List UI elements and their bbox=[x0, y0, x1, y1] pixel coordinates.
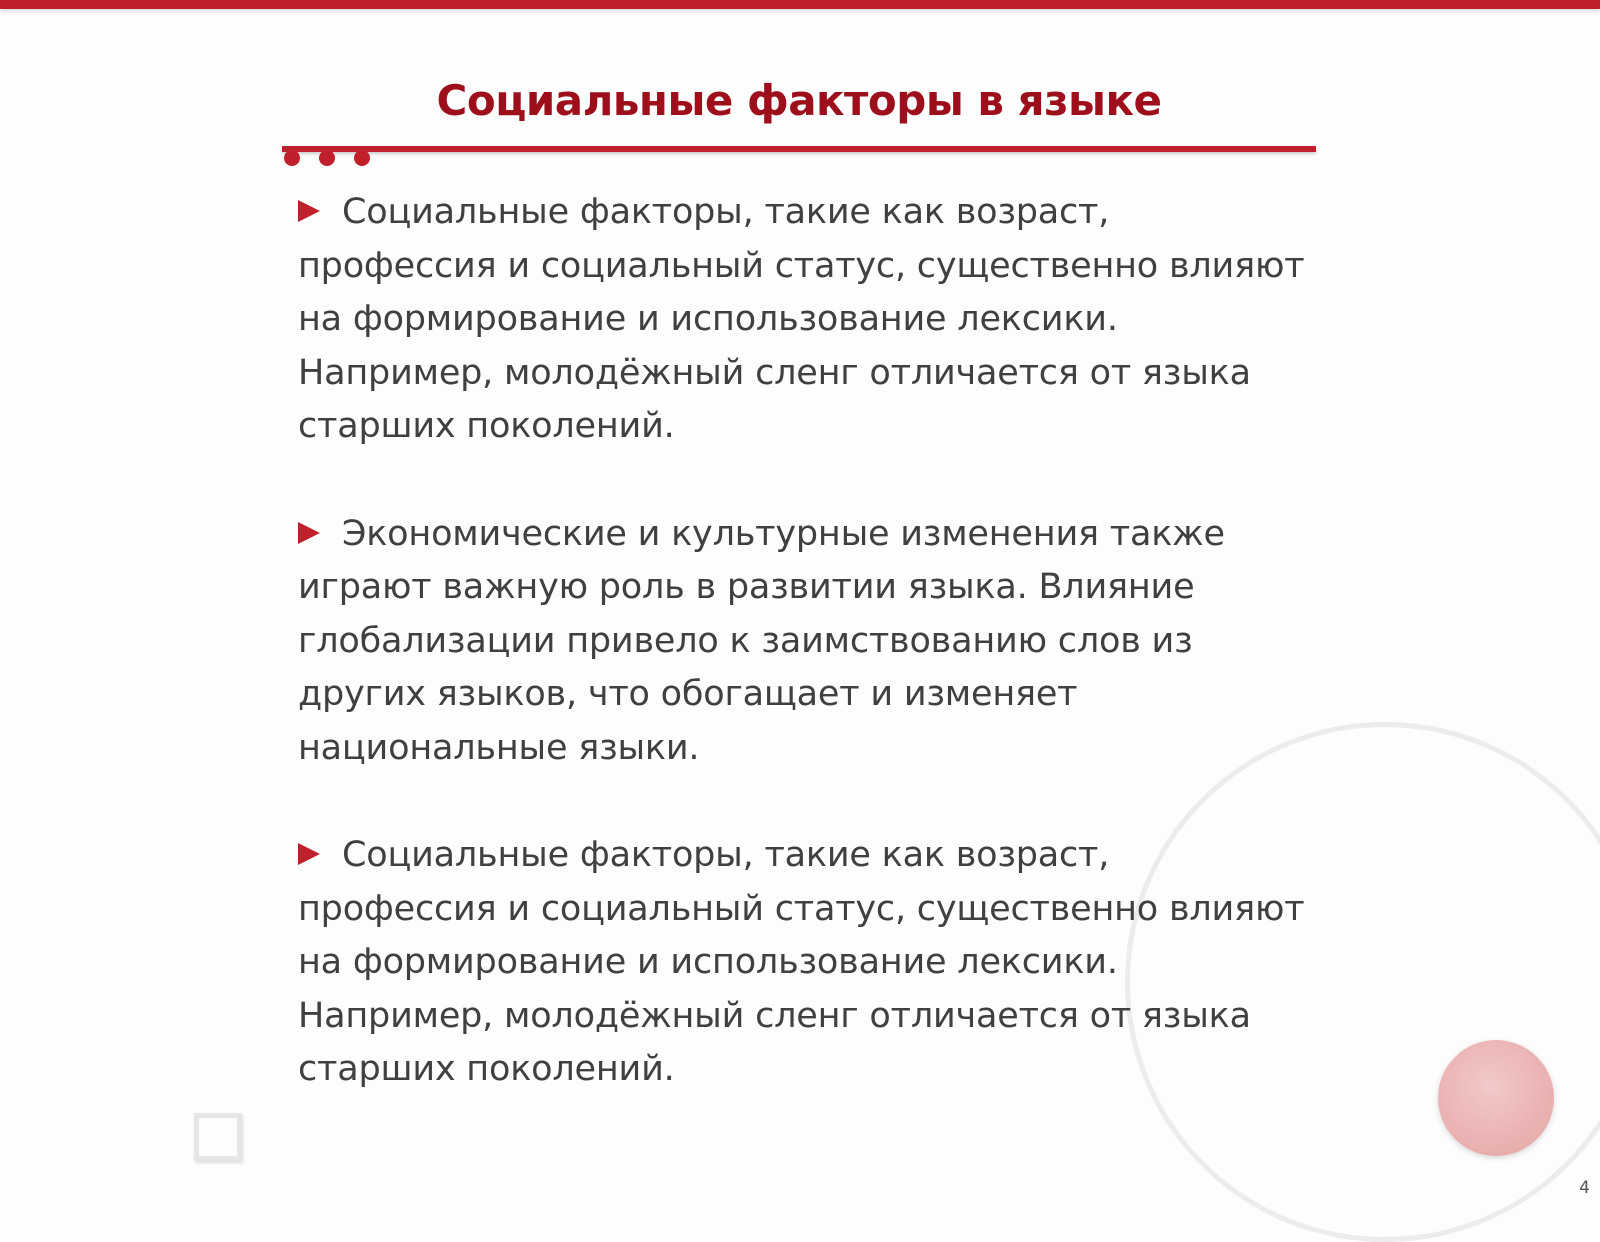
bullet-list bbox=[298, 186, 1318, 1151]
bullet-text: Социальные факторы, такие как возраст, профессия и социальный статус, существенно влияют на формирование и использование лексики. Например, молодёжный сленг отличается от языка старших поколений. bbox=[298, 192, 1305, 446]
bullet-item bbox=[298, 508, 1318, 776]
bullet-text: Экономические и культурные изменения также играют важную роль в развитии языка. Влияние глобализации привело к заимствованию слов из других языков, что обогащает и изменяет национальные языки. bbox=[298, 513, 1225, 768]
title-dot-2 bbox=[319, 150, 335, 166]
title-dot-3 bbox=[354, 150, 370, 166]
bullet-item bbox=[298, 829, 1318, 1097]
bullet-text: Социальные факторы, такие как возраст, профессия и социальный статус, существенно влияют на формирование и использование лексики. Например, молодёжный сленг отличается от языка старших поколений. bbox=[298, 835, 1305, 1089]
page-number: 4 bbox=[1579, 1178, 1590, 1198]
decorative-square bbox=[194, 1113, 242, 1161]
title-underline bbox=[282, 146, 1316, 152]
slide-title: Социальные факторы в языке bbox=[436, 76, 1162, 125]
decorative-pink-circle bbox=[1438, 1040, 1554, 1156]
red-triangle-bullet-icon bbox=[298, 522, 320, 544]
top-accent-bar bbox=[0, 0, 1600, 9]
red-triangle-bullet-icon bbox=[298, 200, 320, 222]
bullet-item bbox=[298, 186, 1318, 454]
title-dot-1 bbox=[284, 150, 300, 166]
red-triangle-bullet-icon bbox=[298, 843, 320, 865]
